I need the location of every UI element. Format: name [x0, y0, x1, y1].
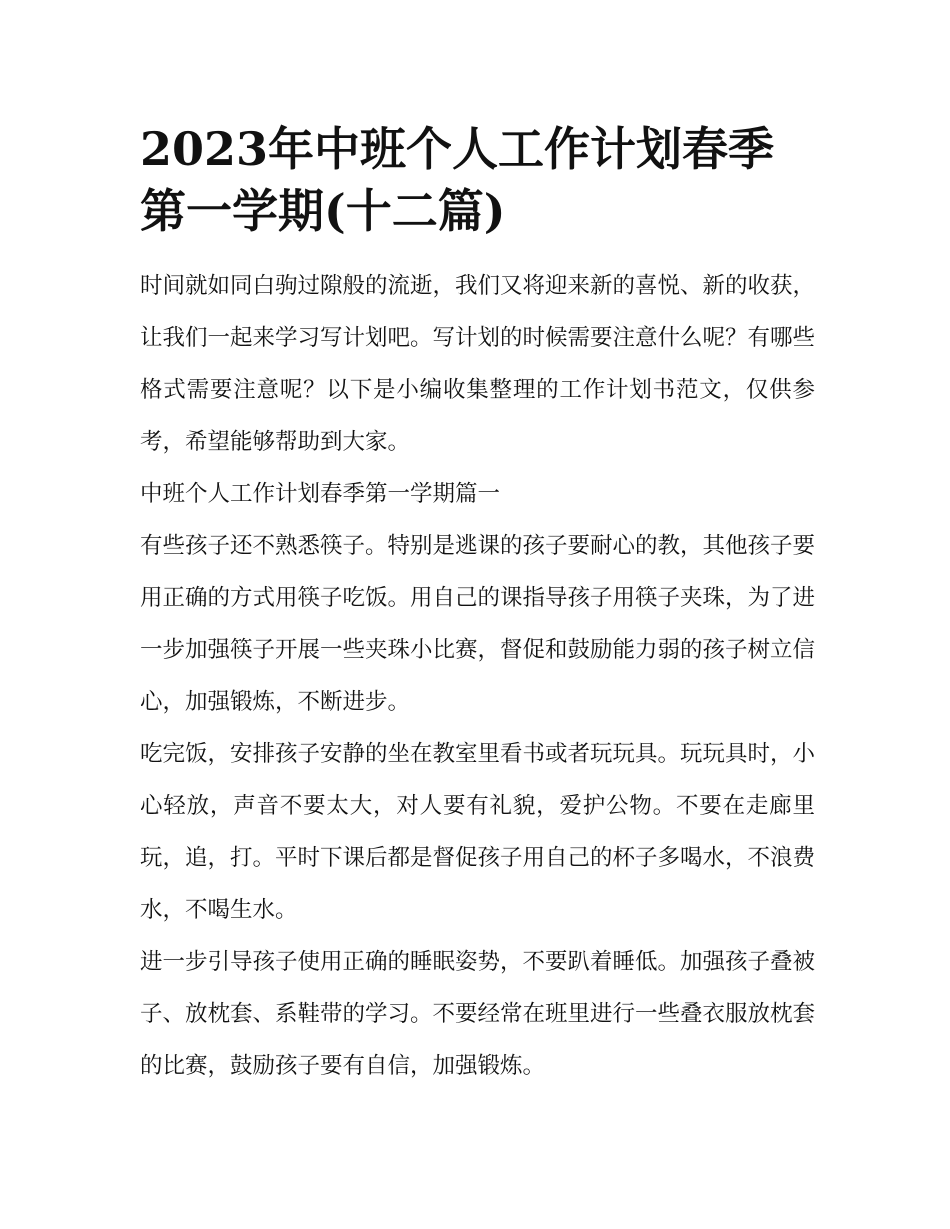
body-paragraph-3: 进一步引导孩子使用正确的睡眠姿势，不要趴着睡低。加强孩子叠被子、放枕套、系鞋带的学习。不要经常在班里进行一些叠衣服放枕套的比赛，鼓励孩子要有自信，加强锻炼。 [140, 949, 816, 1079]
section-heading: 中班个人工作计划春季第一学期篇一 [140, 481, 501, 507]
body-paragraph-2: 吃完饭，安排孩子安静的坐在教室里看书或者玩玩具。玩玩具时，小心轻放，声音不要太大，对人要有礼貌，爱护公物。不要在走廊里玩，追，打。平时下课后都是督促孩子用自己的杯子多喝水，不浪费水，不喝生水。 [140, 741, 816, 923]
document-title: 2023年中班个人工作计划春季第一学期(十二篇) [140, 122, 775, 238]
body-paragraph-1: 有些孩子还不熟悉筷子。特别是逃课的孩子要耐心的教，其他孩子要用正确的方式用筷子吃饭。用自己的课指导孩子用筷子夹珠，为了进一步加强筷子开展一些夹珠小比赛，督促和鼓励能力弱的孩子树立信心，加强锻炼，不断进步。 [140, 533, 816, 715]
intro-paragraph: 时间就如同白驹过隙般的流逝，我们又将迎来新的喜悦、新的收获，让我们一起来学习写计划吧。写计划的时候需要注意什么呢？有哪些格式需要注意呢？以下是小编收集整理的工作计划书范文，仅供参考，希望能够帮助到大家。 [140, 273, 816, 455]
document-page [140, 118, 815, 1092]
